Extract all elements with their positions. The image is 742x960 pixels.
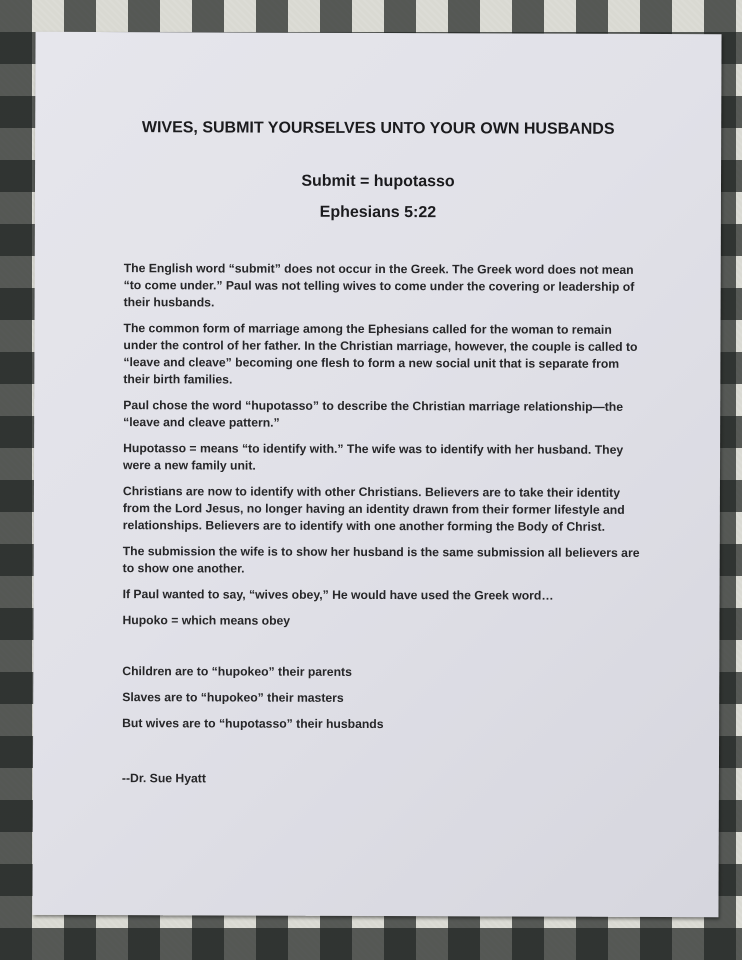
paper-sheet xyxy=(32,32,721,917)
document-body xyxy=(122,260,644,798)
paragraph: The English word “submit” does not occur in the Greek. The Greek word does not mean “to come under.” Paul was not telling wives to come under the covering or leadership of their husbands. xyxy=(123,261,635,310)
paragraph: If Paul wanted to say, “wives obey,” He would have used the Greek word… xyxy=(122,587,554,603)
scripture-reference: Ephesians 5:22 xyxy=(319,203,437,222)
document-subtitle: Submit = hupotasso xyxy=(301,172,455,191)
document-title: WIVES, SUBMIT YOURSELVES UNTO YOUR OWN HUSBANDS xyxy=(141,119,615,138)
contrast-line: Children are to “hupokeo” their parents xyxy=(122,664,352,679)
signature: --Dr. Sue Hyatt xyxy=(121,771,206,786)
paragraph: The submission the wife is to show her husband is the same submission all believers are to show one another. xyxy=(122,544,640,576)
contrast-line: But wives are to “hupotasso” their husbands xyxy=(122,716,384,732)
paragraph: Christians are now to identify with other Christians. Believers are to take their identity from the Lord Jesus, no longer having an identity drawn from their former lifestyle and relationships. Believers are to identify with one another forming the Body of Christ. xyxy=(122,484,625,534)
contrast-line: Slaves are to “hupokeo” their masters xyxy=(122,690,344,705)
paragraph: Hupoko = which means obey xyxy=(122,613,291,628)
paragraph: The common form of marriage among the Ephesians called for the woman to remain under the control of her father. In the Christian marriage, however, the couple is called to “leave and cleave” becoming one flesh to form a new social unit that is separate from their birth families. xyxy=(123,321,638,387)
paragraph: Paul chose the word “hupotasso” to describe the Christian marriage relationship—the “leave and cleave pattern.” xyxy=(123,398,624,430)
paragraph: Hupotasso = means “to identify with.” The wife was to identify with her husband. They were a new family unit. xyxy=(123,441,624,473)
